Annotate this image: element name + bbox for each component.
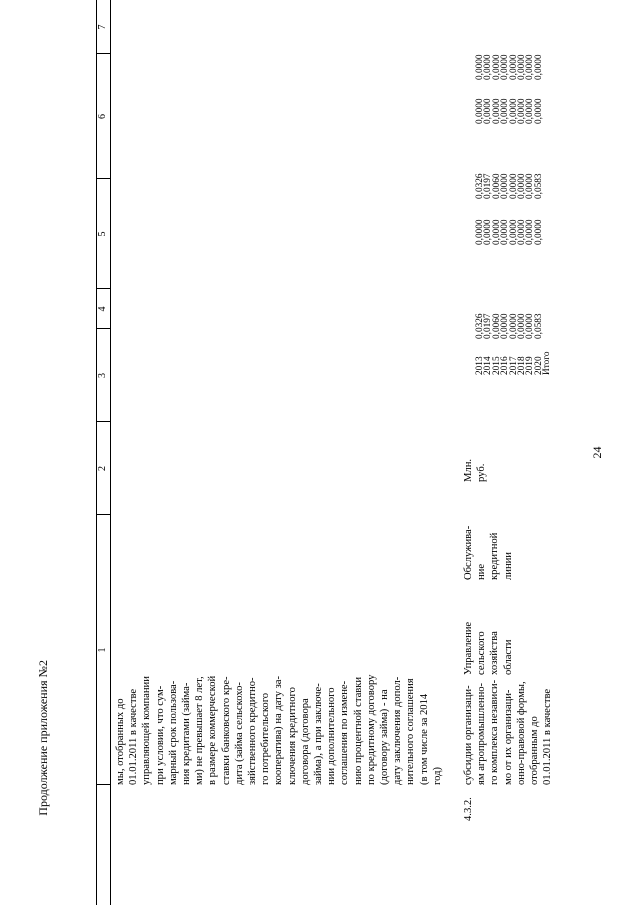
description-line: управляющей компании xyxy=(141,676,153,785)
value-cell: 0,0060 xyxy=(491,173,502,199)
value-cell: 0,0000 xyxy=(525,313,536,339)
value-cell: 0,0197 xyxy=(483,313,494,339)
value-cell: 0,0000 xyxy=(500,98,511,124)
column-header-4: 4 xyxy=(97,306,108,312)
value-cell: 0,0000 xyxy=(516,98,527,124)
executor-line: сельского xyxy=(476,631,488,675)
value-cell: 0,0000 xyxy=(500,173,511,199)
description-line: зяйственного кредитно- xyxy=(247,677,259,785)
value-cell: 0,0000 xyxy=(500,313,511,339)
description-line: нительного соглашения xyxy=(405,678,417,785)
value-cell: 0,0000 xyxy=(508,54,519,80)
years-column xyxy=(476,351,552,375)
description-line: дита (займа сельскохо- xyxy=(233,682,245,785)
description-line: соглашения по измене- xyxy=(339,680,351,785)
description-line: (договору займа) - на xyxy=(379,689,391,785)
description-line: мы, отобранных до xyxy=(115,698,126,785)
direction-line: кредитной xyxy=(489,532,501,580)
value-cell: 0,0000 xyxy=(500,219,511,245)
year-cell: 2019 xyxy=(525,356,536,375)
description-line: отобранным до xyxy=(529,716,541,785)
description-line: ключения кредитного xyxy=(286,687,298,785)
year-cell: 2013 xyxy=(475,356,485,375)
executor-line: области xyxy=(502,639,514,675)
column-header-1: 1 xyxy=(97,647,108,653)
description-line: нии дополнительного xyxy=(326,687,338,785)
value-cell: 0,0000 xyxy=(508,313,519,339)
column-8-values xyxy=(476,173,543,199)
value-cell: 0,0000 xyxy=(525,219,536,245)
value-cell: 0,0000 xyxy=(525,173,536,199)
value-cell: 0,0000 xyxy=(475,219,485,245)
direction-line: ние xyxy=(476,563,488,580)
value-cell: 0,0326 xyxy=(475,313,485,339)
description-line: нию процентной ставки xyxy=(352,676,364,785)
description-line: по кредитному договору xyxy=(365,674,377,785)
value-cell: 0,0000 xyxy=(516,54,527,80)
value-cell: 0,0583 xyxy=(533,173,544,199)
value-cell: 0,0000 xyxy=(475,98,485,124)
description-line: го комплекса независи- xyxy=(489,679,501,785)
value-cell: 0,0000 xyxy=(483,219,494,245)
value-cell: 0,0000 xyxy=(508,219,519,245)
year-cell: Итого xyxy=(542,351,553,375)
executor-line: Управление xyxy=(463,621,474,675)
year-cell: 2014 xyxy=(483,356,494,375)
value-cell: 0,0000 xyxy=(491,98,502,124)
description-line: ми) не превышает 8 лет, xyxy=(194,676,206,785)
value-cell: 0,0000 xyxy=(483,98,494,124)
column-10-values xyxy=(476,54,543,80)
year-cell: 2016 xyxy=(500,356,511,375)
description-line: год) xyxy=(431,767,443,785)
description-line: кооператива) на дату за- xyxy=(273,675,285,785)
description-line: 01.01.2011 в качестве xyxy=(542,688,554,785)
value-cell: 0,0000 xyxy=(525,54,536,80)
direction-line: линии xyxy=(502,552,514,580)
description-line: 01.01.2011 в качестве xyxy=(128,688,140,785)
value-cell: 0,0000 xyxy=(500,54,511,80)
description-line: в размере коммерческой xyxy=(207,675,219,785)
value-cell: 0,0326 xyxy=(475,173,485,199)
description-line: ставки банковского кре- xyxy=(220,676,232,785)
value-cell: 0,0060 xyxy=(491,313,502,339)
value-cell: 0,0197 xyxy=(483,173,494,199)
value-cell: 0,0000 xyxy=(525,98,536,124)
description-line: займа), а при заключе- xyxy=(313,683,325,785)
value-cell: 0,0000 xyxy=(516,313,527,339)
value-cell: 0,0000 xyxy=(533,219,544,245)
value-cell: 0,0000 xyxy=(475,54,485,80)
value-cell: 0,0000 xyxy=(516,219,527,245)
description-line: субсидии организаци- xyxy=(463,685,474,785)
description-line: ям агропромышленно- xyxy=(476,682,488,785)
year-cell: 2015 xyxy=(491,356,502,375)
unit-line: руб. xyxy=(476,463,488,482)
unit-line: Млн. xyxy=(463,458,474,482)
column-header-5: 5 xyxy=(97,231,108,237)
description-line: мо от их организаци- xyxy=(502,689,514,785)
column-9-values xyxy=(476,98,543,124)
continuation-title: Продолжение приложения №2 xyxy=(36,660,50,816)
description-line: го потребительского xyxy=(260,692,272,785)
column-6-values xyxy=(476,313,543,339)
value-cell: 0,0000 xyxy=(483,54,494,80)
row-number: 4.3.2. xyxy=(463,797,474,821)
column-header-3: 3 xyxy=(97,373,108,378)
page-number: 24 xyxy=(590,446,604,459)
value-cell: 0,0000 xyxy=(533,54,544,80)
column-7-values xyxy=(476,219,543,245)
value-cell: 0,0000 xyxy=(508,98,519,124)
value-cell: 0,0000 xyxy=(491,54,502,80)
description-line: ния кредитами (займа- xyxy=(181,682,193,785)
value-cell: 0,0000 xyxy=(508,173,519,199)
description-line: онно-правовой формы, xyxy=(515,681,527,785)
year-cell: 2017 xyxy=(508,356,519,375)
description-line: при условии, что сум- xyxy=(154,685,166,785)
direction-line: Обслужива- xyxy=(463,525,474,580)
value-cell: 0,0583 xyxy=(533,313,544,339)
value-cell: 0,0000 xyxy=(516,173,527,199)
description-line: марный срок пользова- xyxy=(167,680,179,785)
column-header-7: 7 xyxy=(97,24,108,30)
year-cell: 2020 xyxy=(533,356,544,375)
description-line: договора (договора xyxy=(299,698,311,785)
executor-line: хозяйства xyxy=(489,631,501,675)
value-cell: 0,0000 xyxy=(533,98,544,124)
description-line: дату заключения допол- xyxy=(392,676,404,785)
column-header-6: 6 xyxy=(97,114,108,119)
value-cell: 0,0000 xyxy=(491,219,502,245)
column-header-2: 2 xyxy=(97,466,108,471)
description-line: (в том числе за 2014 xyxy=(418,693,430,785)
year-cell: 2018 xyxy=(516,356,527,375)
